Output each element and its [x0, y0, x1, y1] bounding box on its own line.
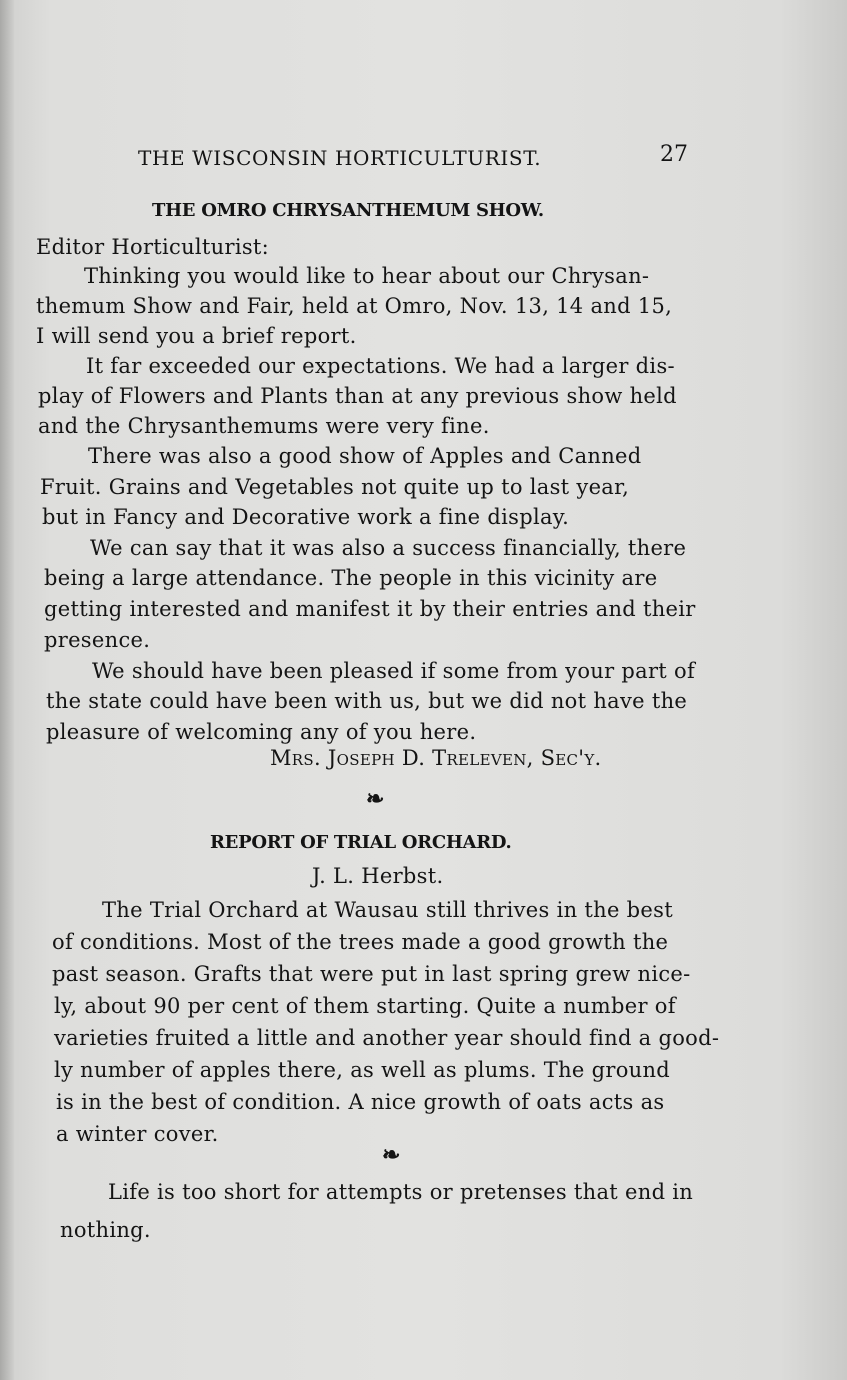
page-gutter-shadow [0, 0, 14, 1380]
salutation-line: Editor Horticulturist: [36, 235, 270, 259]
body-line: We can say that it was also a success financially, there [90, 536, 687, 560]
body-line: I will send you a brief report. [36, 324, 357, 348]
body-line: of conditions. Most of the trees made a good growth the [52, 930, 669, 954]
body-line: a winter cover. [56, 1122, 219, 1146]
body-line: It far exceeded our expectations. We had a larger dis- [86, 354, 675, 378]
running-head-title: THE WISCONSIN HORTICULTURIST. [138, 146, 542, 170]
body-line: but in Fancy and Decorative work a fine display. [42, 505, 570, 529]
body-line: play of Flowers and Plants than at any previous show held [38, 384, 677, 408]
article-heading: REPORT OF TRIAL ORCHARD. [210, 832, 512, 853]
body-line: themum Show and Fair, held at Omro, Nov. 13, 14 and 15, [36, 294, 673, 318]
body-line: ly, about 90 per cent of them starting. Quite a number of [54, 994, 676, 1018]
body-line: the state could have been with us, but we did not have the [46, 689, 688, 713]
section-ornament: ❧ [382, 1142, 401, 1168]
body-line: and the Chrysanthemums were very fine. [38, 414, 490, 438]
page-number: 27 [660, 142, 688, 167]
body-line: getting interested and manifest it by their entries and their [44, 597, 696, 621]
body-line: pleasure of welcoming any of you here. [46, 720, 477, 744]
body-line: ly number of apples there, as well as plums. The ground [54, 1058, 671, 1082]
running-head [138, 142, 698, 178]
article-heading: THE OMRO CHRYSANTHEMUM SHOW. [152, 200, 544, 221]
body-line: Thinking you would like to hear about our Chrysan- [84, 264, 650, 288]
closing-line: Life is too short for attempts or pretenses that end in [108, 1180, 694, 1204]
body-line: Fruit. Grains and Vegetables not quite up to last year, [40, 475, 630, 499]
body-line: The Trial Orchard at Wausau still thrives in the best [102, 898, 673, 922]
body-line: is in the best of condition. A nice growth of oats acts as [56, 1090, 665, 1114]
body-line: There was also a good show of Apples and Canned [88, 444, 642, 468]
body-line: past season. Grafts that were put in last spring grew nice- [52, 962, 691, 986]
body-line: We should have been pleased if some from your part of [92, 659, 696, 683]
closing-line: nothing. [60, 1218, 151, 1242]
body-line: varieties fruited a little and another year should find a good- [54, 1026, 720, 1050]
signature: Mrs. Joseph D. Treleven, Sec'y. [270, 746, 602, 770]
body-line: presence. [44, 628, 151, 652]
section-ornament: ❧ [366, 786, 385, 812]
body-line: being a large attendance. The people in this vicinity are [44, 566, 658, 590]
byline: J. L. Herbst. [312, 864, 444, 888]
